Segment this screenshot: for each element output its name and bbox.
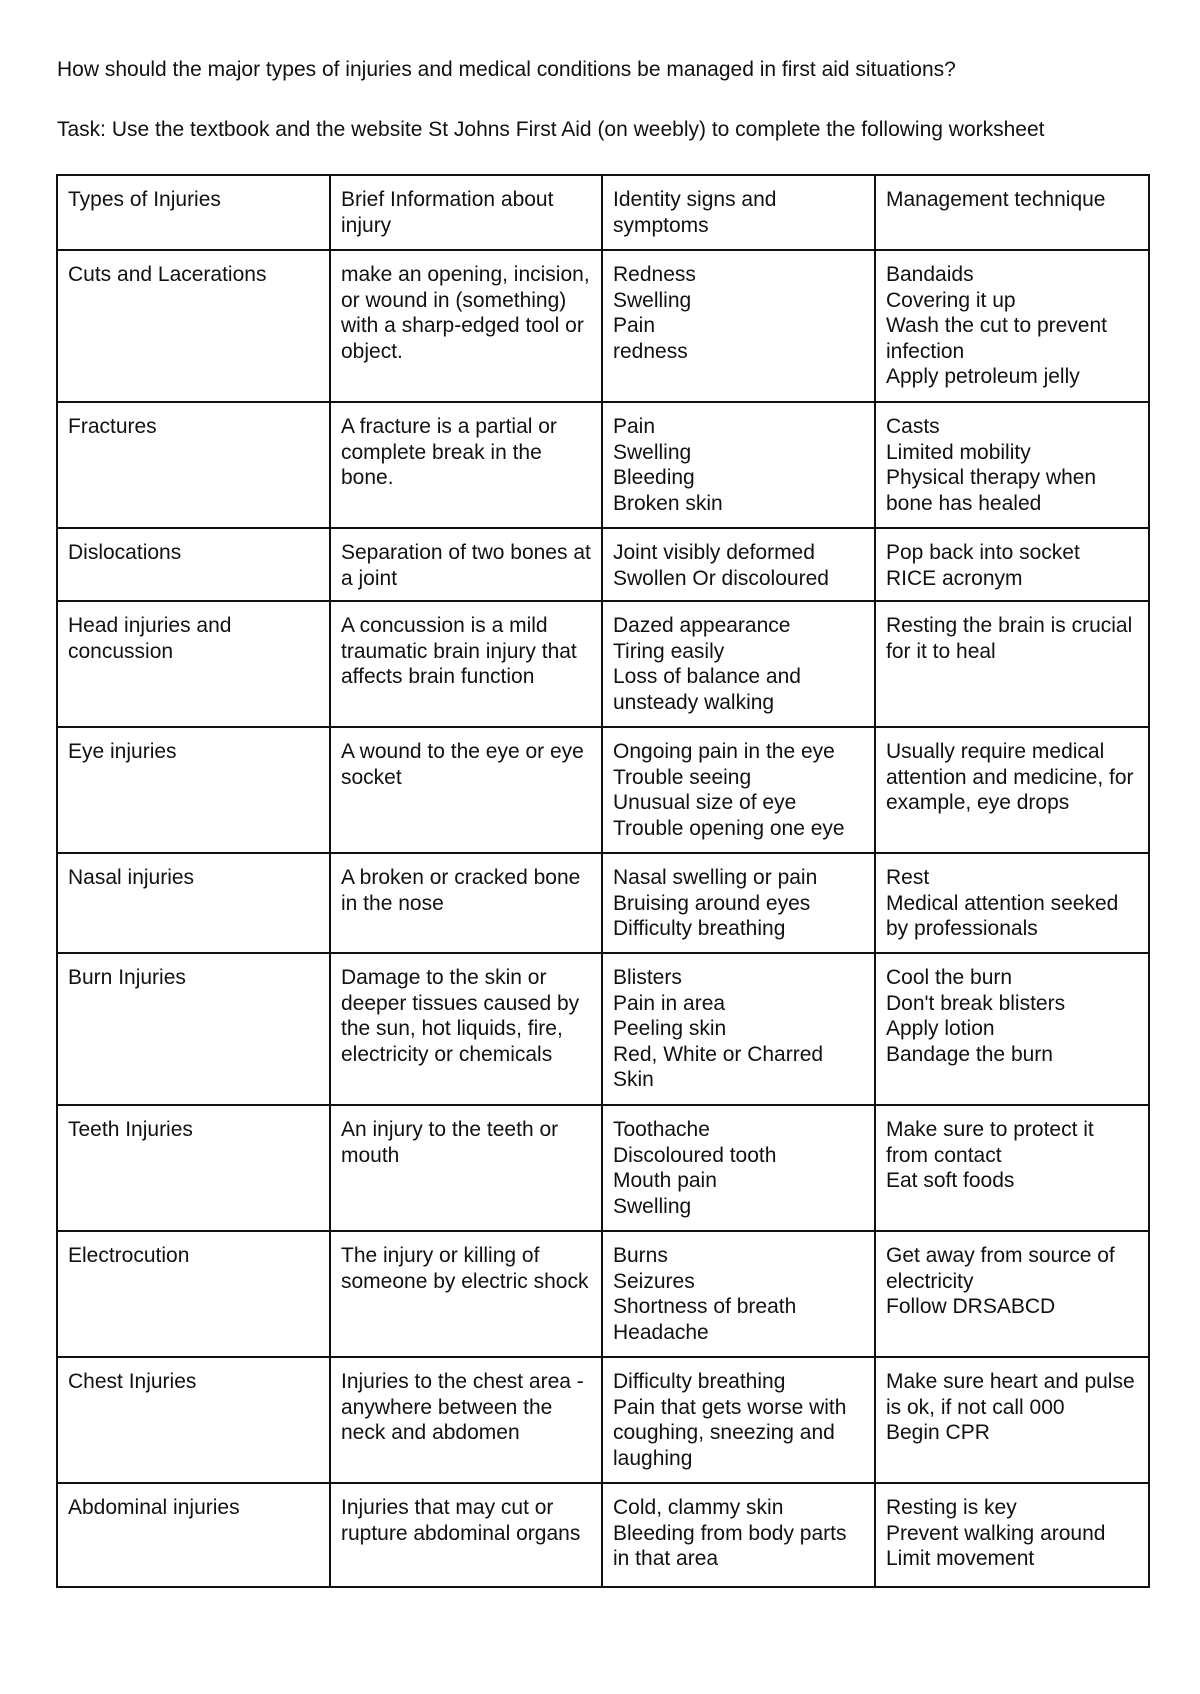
symptom-item: Burns: [613, 1244, 668, 1267]
signs-symptoms-cell: [602, 1105, 875, 1231]
injury-type-cell: Cuts and Lacerations: [57, 250, 330, 402]
injury-info-cell: A broken or cracked bone in the nose: [330, 853, 602, 953]
symptom-item: Difficulty breathing: [613, 1370, 786, 1393]
management-item: Physical therapy when bone has healed: [886, 466, 1097, 515]
injury-type-cell: Burn Injuries: [57, 953, 330, 1105]
injury-info-cell: A wound to the eye or eye socket: [330, 727, 602, 853]
management-item: RICE acronym: [886, 566, 1023, 590]
symptom-item: Difficulty breathing: [613, 917, 786, 940]
injury-type-cell: Electrocution: [57, 1231, 330, 1357]
injury-type-cell: Teeth Injuries: [57, 1105, 330, 1231]
symptom-item: Swelling: [613, 440, 692, 464]
symptom-item: Trouble seeing: [613, 765, 752, 789]
management-item: Don't break blisters: [886, 991, 1066, 1015]
symptom-item: Bleeding from body parts in that area: [613, 1521, 847, 1570]
management-cell: [875, 853, 1149, 953]
symptom-item: Bleeding: [613, 466, 695, 489]
signs-symptoms-cell: [602, 1483, 875, 1587]
management-item: Pop back into socket: [886, 541, 1080, 564]
management-item: Cool the burn: [886, 966, 1013, 989]
table-row: [57, 953, 1149, 1105]
injury-type-cell: Dislocations: [57, 528, 330, 601]
symptom-item: Bruising around eyes: [613, 891, 811, 915]
management-item: Resting the brain is crucial for it to heal: [886, 614, 1133, 663]
symptom-item: Swollen Or discoloured: [613, 566, 829, 590]
symptom-item: Unusual size of eye: [613, 791, 797, 814]
management-cell: [875, 250, 1149, 402]
table-row: [57, 853, 1149, 953]
table-row: [57, 601, 1149, 727]
symptom-item: Shortness of breath: [613, 1295, 797, 1318]
symptom-item: Toothache: [613, 1118, 710, 1141]
symptom-item: Peeling skin: [613, 1017, 727, 1040]
symptom-item: Ongoing pain in the eye: [613, 740, 835, 763]
signs-symptoms-cell: [602, 1231, 875, 1357]
injury-info-cell: Injuries that may cut or rupture abdominal organs: [330, 1483, 602, 1587]
management-item: Casts: [886, 415, 940, 438]
management-cell: [875, 528, 1149, 601]
management-cell: [875, 727, 1149, 853]
management-cell: [875, 1105, 1149, 1231]
symptom-item: Pain: [613, 415, 656, 438]
symptom-item: Discoloured tooth: [613, 1143, 777, 1167]
management-item: Apply lotion: [886, 1017, 995, 1040]
symptom-item: Pain that gets worse with coughing, sneezing and laughing: [613, 1395, 847, 1470]
symptom-item: Headache: [613, 1320, 709, 1344]
management-cell: [875, 1231, 1149, 1357]
management-item: Get away from source of electricity: [886, 1244, 1115, 1293]
management-cell: [875, 1483, 1149, 1587]
signs-symptoms-cell: [602, 402, 875, 528]
management-item: Resting is key: [886, 1496, 1017, 1519]
table-row: [57, 727, 1149, 853]
header-row: [57, 175, 1149, 250]
injury-type-cell: Abdominal injuries: [57, 1483, 330, 1587]
symptom-item: Joint visibly deformed: [613, 541, 815, 564]
symptom-item: redness: [613, 339, 688, 363]
header-management-technique: Management technique: [875, 175, 1149, 250]
management-item: Prevent walking around: [886, 1521, 1106, 1545]
signs-symptoms-cell: [602, 1357, 875, 1483]
signs-symptoms-cell: [602, 727, 875, 853]
signs-symptoms-cell: [602, 250, 875, 402]
table-row: [57, 1231, 1149, 1357]
table-row: [57, 1105, 1149, 1231]
worksheet-body: [57, 175, 1149, 1587]
management-item: Apply petroleum jelly: [886, 365, 1080, 388]
header-brief-information: Brief Information about injury: [330, 175, 602, 250]
symptom-item: Swelling: [613, 1194, 692, 1218]
management-item: Usually require medical attention and medicine, for example, eye drops: [886, 740, 1134, 814]
table-row: [57, 1357, 1149, 1483]
table-row: [57, 402, 1149, 528]
injury-worksheet-table: [56, 174, 1150, 1588]
symptom-item: Seizures: [613, 1269, 695, 1293]
injury-info-cell: Damage to the skin or deeper tissues caused by the sun, hot liquids, fire, electricity or chemicals: [330, 953, 602, 1105]
management-item: Begin CPR: [886, 1421, 990, 1444]
injury-type-cell: Head injuries and concussion: [57, 601, 330, 727]
symptom-item: Swelling: [613, 288, 692, 312]
signs-symptoms-cell: [602, 953, 875, 1105]
signs-symptoms-cell: [602, 853, 875, 953]
question-text: How should the major types of injuries and medical conditions be managed in first aid situations?: [57, 58, 956, 81]
injury-type-cell: Nasal injuries: [57, 853, 330, 953]
management-item: Wash the cut to prevent infection: [886, 314, 1108, 363]
management-cell: [875, 953, 1149, 1105]
table-row: [57, 528, 1149, 601]
management-item: Bandage the burn: [886, 1042, 1053, 1066]
management-item: Rest: [886, 866, 930, 889]
injury-info-cell: The injury or killing of someone by electric shock: [330, 1231, 602, 1357]
management-item: Make sure heart and pulse is ok, if not call 000: [886, 1370, 1135, 1419]
symptom-item: Tiring easily: [613, 639, 725, 663]
symptom-item: Dazed appearance: [613, 614, 791, 637]
management-item: Limited mobility: [886, 440, 1031, 464]
management-item: Limit movement: [886, 1547, 1035, 1570]
injury-info-cell: An injury to the teeth or mouth: [330, 1105, 602, 1231]
management-cell: [875, 1357, 1149, 1483]
management-item: Bandaids: [886, 263, 974, 286]
management-item: Follow DRSABCD: [886, 1295, 1056, 1318]
management-cell: [875, 402, 1149, 528]
injury-info-cell: make an opening, incision, or wound in (something) with a sharp-edged tool or object.: [330, 250, 602, 402]
symptom-item: Nasal swelling or pain: [613, 866, 818, 889]
symptom-item: Broken skin: [613, 491, 723, 515]
injury-type-cell: Eye injuries: [57, 727, 330, 853]
symptom-item: Red, White or Charred Skin: [613, 1042, 824, 1091]
symptom-item: Mouth pain: [613, 1169, 717, 1192]
injury-info-cell: A concussion is a mild traumatic brain injury that affects brain function: [330, 601, 602, 727]
management-item: Eat soft foods: [886, 1169, 1015, 1192]
injury-info-cell: Separation of two bones at a joint: [330, 528, 602, 601]
symptom-item: Trouble opening one eye: [613, 816, 845, 840]
table-row: [57, 1483, 1149, 1587]
injury-type-cell: Fractures: [57, 402, 330, 528]
injury-info-cell: A fracture is a partial or complete break in the bone.: [330, 402, 602, 528]
management-item: Make sure to protect it from contact: [886, 1118, 1094, 1167]
injury-type-cell: Chest Injuries: [57, 1357, 330, 1483]
signs-symptoms-cell: [602, 601, 875, 727]
symptom-item: Pain: [613, 314, 656, 337]
header-types-of-injuries: Types of Injuries: [57, 175, 330, 250]
management-item: Medical attention seeked by professionals: [886, 891, 1119, 940]
signs-symptoms-cell: [602, 528, 875, 601]
task-instructions: Task: Use the textbook and the website St Johns First Aid (on weebly) to complete the following worksheet: [57, 118, 1045, 141]
header-signs-and-symptoms: Identity signs and symptoms: [602, 175, 875, 250]
symptom-item: Redness: [613, 263, 696, 286]
table-row: [57, 250, 1149, 402]
symptom-item: Pain in area: [613, 991, 726, 1015]
management-cell: [875, 601, 1149, 727]
management-item: Covering it up: [886, 288, 1016, 312]
symptom-item: Blisters: [613, 966, 682, 989]
symptom-item: Loss of balance and unsteady walking: [613, 665, 801, 714]
injury-info-cell: Injuries to the chest area - anywhere between the neck and abdomen: [330, 1357, 602, 1483]
symptom-item: Cold, clammy skin: [613, 1496, 784, 1519]
